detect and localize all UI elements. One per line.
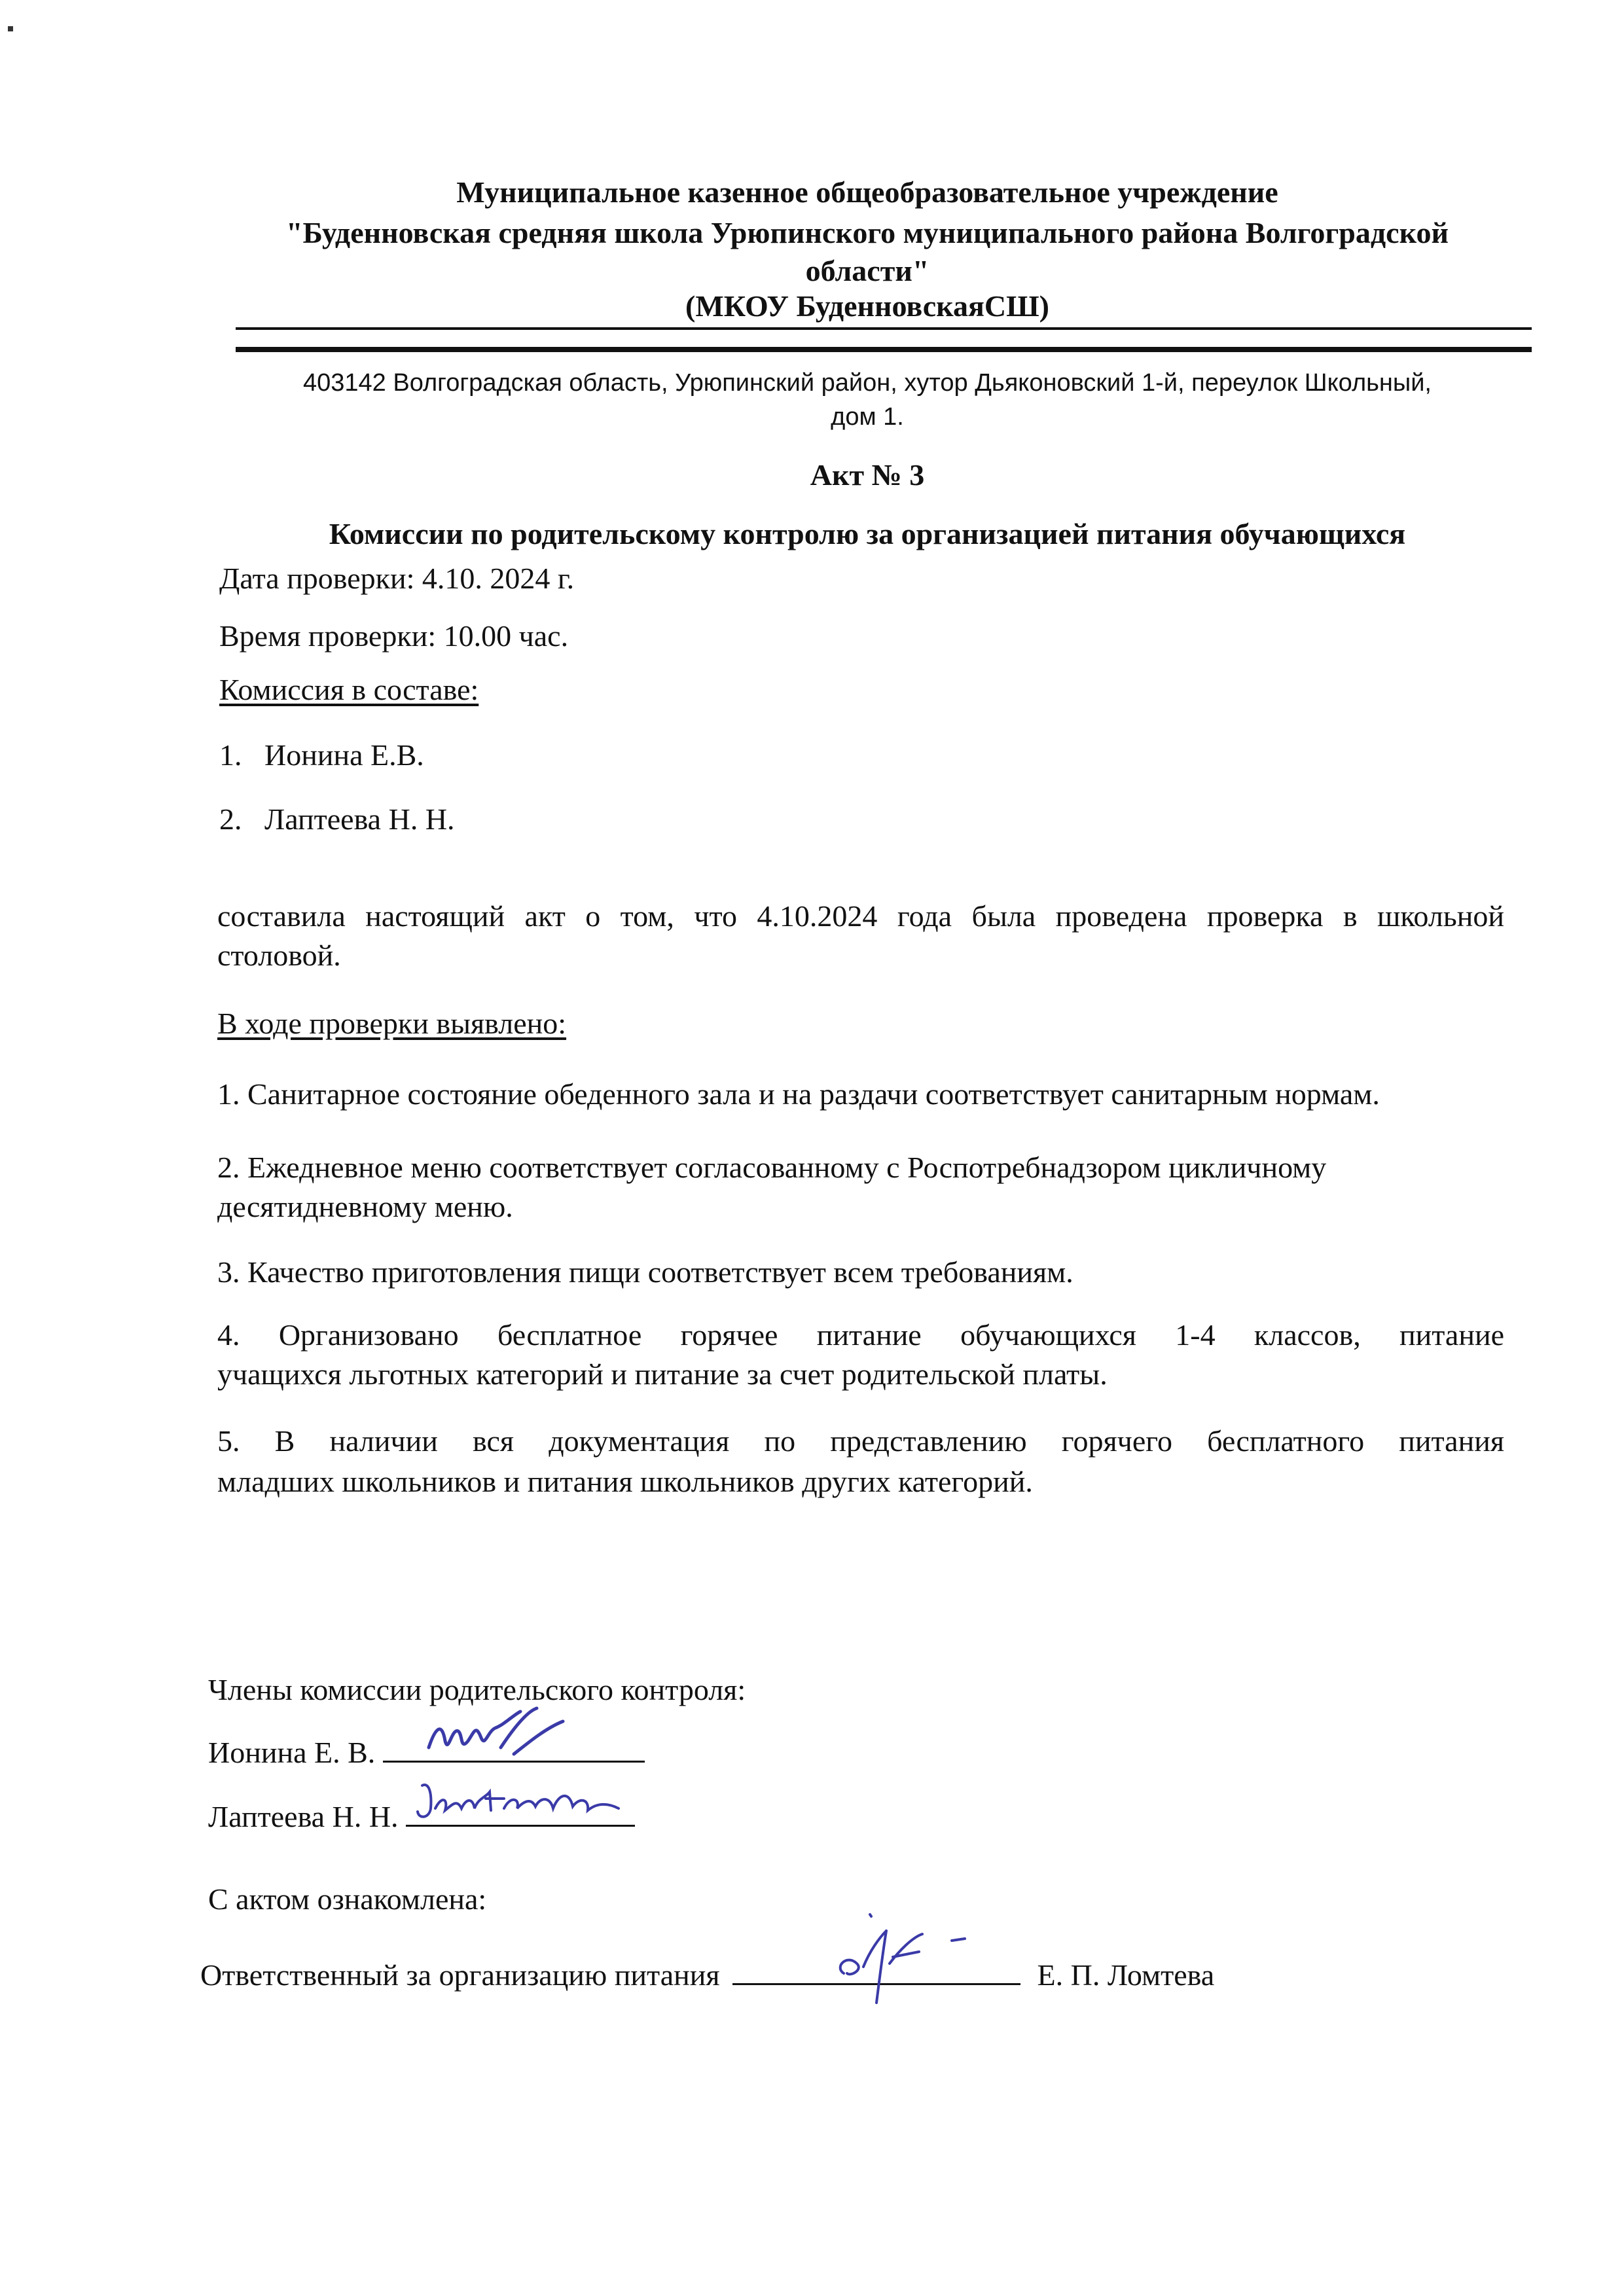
commission-label: Комиссия в составе: bbox=[219, 673, 479, 706]
signer-name: Ионина Е. В. bbox=[208, 1736, 376, 1769]
commission-member bbox=[219, 734, 424, 776]
address-line2: дом 1. bbox=[831, 403, 904, 431]
member-name: Ионина Е.В. bbox=[264, 738, 424, 772]
header-rule-thick bbox=[236, 347, 1532, 352]
org-name-line3: области" bbox=[805, 254, 929, 287]
statement-line1: составила настоящий акт о том, что 4.10.2024 года была проведена проверка в школьной bbox=[217, 899, 1504, 933]
member-name: Лаптеева Н. Н. bbox=[264, 802, 455, 836]
finding-4-line2: учащихся льготных категорий и питание за счет родительской платы. bbox=[217, 1357, 1108, 1391]
members-label: Члены комиссии родительского контроля: bbox=[208, 1673, 746, 1706]
responsible-row bbox=[200, 1950, 1214, 1996]
header-rule-thin bbox=[236, 327, 1532, 330]
org-name-line2: "Буденновская средняя школа Урюпинского муниципального района Волгоградской bbox=[286, 216, 1449, 249]
handwritten-signature-lomteva bbox=[831, 1911, 1014, 2009]
finding-3: 3. Качество приготовления пищи соответствует всем требованиям. bbox=[217, 1255, 1074, 1289]
signature-line bbox=[732, 1950, 1020, 1985]
finding-1: 1. Санитарное состояние обеденного зала и на раздачи соответствует санитарным нормам. bbox=[217, 1077, 1380, 1111]
responsible-name: Е. П. Ломтева bbox=[1037, 1958, 1215, 1992]
org-short-name: (МКОУ БуденновскаяСШ) bbox=[685, 289, 1049, 323]
finding-5-line1: 5. В наличии вся документация по представлению горячего бесплатного питания bbox=[217, 1424, 1504, 1458]
check-time: Время проверки: 10.00 час. bbox=[219, 619, 569, 653]
finding-4-line1: 4. Организовано бесплатное горячее питание обучающихся 1-4 классов, питание bbox=[217, 1318, 1504, 1352]
signature-line bbox=[406, 1792, 635, 1827]
member-number: 2. bbox=[219, 802, 242, 836]
finding-2-line1: 2. Ежедневное меню соответствует согласованному с Роспотребнадзором цикличному bbox=[217, 1151, 1327, 1184]
address-line1: 403142 Волгоградская область, Урюпинский район, хутор Дьяконовский 1-й, переулок Школьный, bbox=[302, 369, 1432, 397]
handwritten-signature-ionina bbox=[422, 1702, 579, 1774]
statement-line2: столовой. bbox=[217, 939, 341, 972]
findings-label: В ходе проверки выявлено: bbox=[217, 1007, 567, 1040]
signature-row bbox=[208, 1792, 635, 1838]
check-date: Дата проверки: 4.10. 2024 г. bbox=[219, 562, 575, 595]
finding-2-line2: десятидневному меню. bbox=[217, 1190, 513, 1223]
org-name-line1: Муниципальное казенное общеобразовательное учреждение bbox=[456, 175, 1278, 209]
scan-corner-mark bbox=[8, 26, 13, 31]
signer-name: Лаптеева Н. Н. bbox=[208, 1800, 399, 1833]
member-number: 1. bbox=[219, 738, 242, 772]
act-subtitle: Комиссии по родительскому контролю за организацией питания обучающихся bbox=[329, 517, 1406, 550]
acquainted-label: С актом ознакомлена: bbox=[208, 1882, 487, 1916]
act-title: Акт № 3 bbox=[810, 458, 925, 492]
handwritten-signature-lapteeva bbox=[412, 1772, 628, 1831]
commission-member bbox=[219, 798, 455, 840]
signature-line bbox=[383, 1728, 645, 1763]
signature-row bbox=[208, 1728, 645, 1774]
responsible-label: Ответственный за организацию питания bbox=[200, 1958, 720, 1992]
finding-5-line2: младших школьников и питания школьников других категорий. bbox=[217, 1465, 1033, 1498]
